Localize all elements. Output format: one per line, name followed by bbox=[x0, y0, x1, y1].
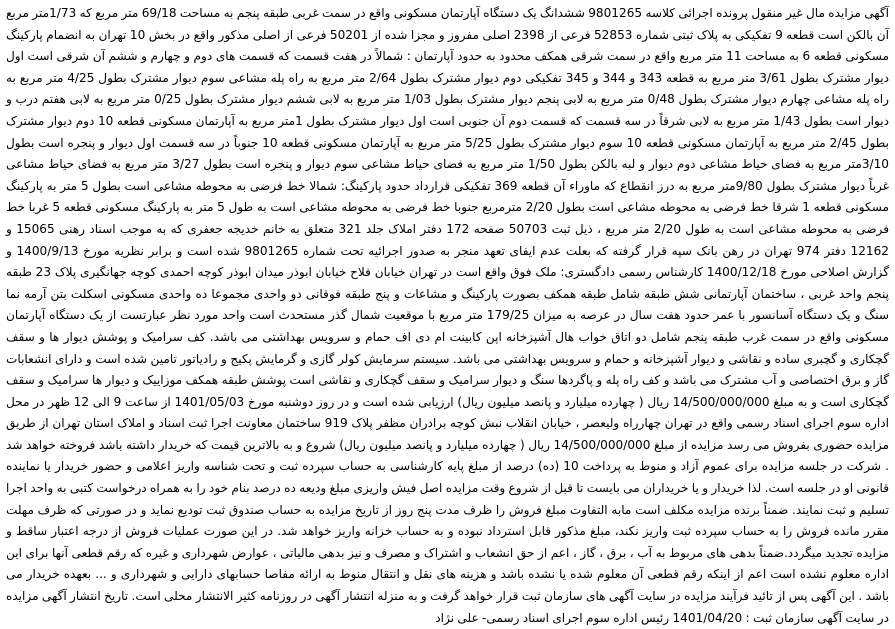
auction-notice-body: آگهی مزایده مال غیر منقول پرونده اجرائی کلاسه 9801265 ششدانگ یک دستگاه آپارتمان مسکونی واقع در سمت غربی طبقه پنجم به مساحت 69/18 متر مربع که 1/73متر مربع آن بالکن است قطعه 9 تفکیکی به پلاک ثبتی شماره 52853 فرعی از 2398 اصلی مفروز و مجزا شده از 50201 فرعی از اصلی مذکور واقع در بخش 10 تهران به انضمام پارکینگ مسکونی قطعه 6 به مساحت 11 متر مربع واقع در سمت شرقی همکف محدود به حدود آپارتمان : شمالاً در هفت قسمت که قسمت های دوم و چهارم و ششم آن شرقی است اول دیوار مشترک بطول 3/61 متر مربع به قطعه 343 و 344 و 345 تفکیکی دوم دیوار مشترک بطول 2/64 متر مربع به راه پله مشاعی سوم دیوار مشترک بطول 4/25 متر مربع به راه پله مشاعی چهارم دیوار مشترک بطول 0/48 متر مربع به لابی پنجم دیوار مشترک بطول 1/03 متر مربع به لابی ششم دیوار مشترک بطول 0/25 متر مربع به لابی هفتم درب و دیوار است بطول 1/43 متر مربع به لابی شرقاً در سه قسمت که قسمت دوم آن جنوبی است اول دیوار مشترک بطول 1متر مربع به آپارتمان مسکونی قطعه 10 دوم دیوار مشترک بطول 2/45 متر مربع به آپارتمان مسکونی قطعه 10 سوم دیوار مشترک بطول 5/25 متر مربع به آپارتمان مسکونی قطعه 10 جنوباً در سه قسمت اول دیوار و پنجره است بطول 3/10متر مربع به فضای حیاط مشاعی دوم دیوار و لبه بالکن بطول 1/50 متر مربع به فضای حیاط مشاعی سوم دیوار و پنجره است بطول 3/27 متر مربع به فضای حیاط مشاعی غرباً دیوار مشترک بطول 9/80متر مربع به درز انقطاع که ماوراء آن قطعه 369 تفکیکی قرارداد حدود پارکینگ: شمالا خط فرضی به محوطه مشاعی است بطول 5 متر به پارکینگ مسکونی قطعه 1 شرقا خط فرضی به محوطه مشاعی است بطول 2/20 مترمربع جنوبا خط فرضی به محوطه مشاعی است به طول 5 متر به پارکینگ مسکونی قطعه 5 غربا خط فرضی به محوطه مشاعی است به طول 2/20 متر مربع ، ذیل ثبت 50703 صفحه 172 دفتر املاک جلد 321 متعلق به خانم خدیجه جعفری که به موجب اسناد رهنی 15065 و 12162 دفتر 974 تهران در رهن بانک سپه قرار گرفته که بعلت عدم ایفای تعهد منجر به صدور اجرائیه تحت شماره 9801265 شده است و برابر نظریه مورخ 1400/9/13 و گزارش اصلاحی مورخ 1400/12/18 کارشناس رسمی دادگستری: ملک فوق واقع است در تهران خیابان فلاح خیابان ابوذر میدان ابوذر کوچه احمدی کوچه جهانگیری پلاک 23 طبقه پنجم واحد غربی ، ساختمان آپارتمانی شش طبقه شامل طبقه همکف بصورت پارکینگ و مشاعات و پنج طبقه فوقانی دو واحدی مجموعا ده واحدی مسکونی اسکلت بتن آرمه نما سنگ و یک دستگاه آسانسور با عمر حدود هفت سال در عرصه به میزان 179/25 متر مربع با موقعیت شمال گذر مستحدث است واحد مورد نظر عبارتست از یک دستگاه آپارتمان مسکونی واقع در سمت غرب طبقه پنجم شامل دو اتاق خواب هال آشپزخانه اپن کابینت ام دی اف حمام و سرویس بهداشتی می باشد. کف سرامیک و پوشش دیوار ها و سقف گچکاری و گچبری ساده و نقاشی و دیوار آشپزخانه و حمام و سرویس بهداشتی می باشد. سیستم سرمایش کولر گازی و گرمایش پکیج و رادیاتور تامین شده است و دارای انشعابات گاز و برق اختصاصی و آب مشترک می باشد و کف راه پله و پاگردها سنگ و دیوار سرامیک و سقف گچکاری و نقاشی است پوشش طبقه همکف موزاییک و دیوار ها سرامیک و سقف گچکاری است و به مبلغ 14/500/000/000 ریال ( چهارده میلیارد و پانصد میلیون ریال) ارزیابی شده است و در روز دوشنبه مورخ 1401/05/03 از ساعت 9 الی 12 ظهر در محل اداره سوم اجرای اسناد رسمی واقع در تهران چهارراه ولیعصر ، خیابان انقلاب نبش کوچه برادران مظفر پلاک 919 ساختمان معاونت اجرا ثبت اسناد و املاک استان تهران از طریق مزایده حضوری بفروش می رسد مزایده از مبلغ 14/500/000/000 ریال ( چهارده میلیارد و پانصد میلیون ریال) شروع و به بالاترین قیمت که خریدار داشته باشد فروخته خواهد شد . شرکت در جلسه مزایده برای عموم آزاد و منوط به پرداخت 10 (ده) درصد از مبلغ پایه کارشناسی به حساب سپرده ثبت و تحت شناسه واریز اعلامی و حضور خریدار یا نماینده قانونی او در جلسه است. لذا خریدار و یا خریداران می بایست تا قبل از شروع وقت مزایده اصل فیش واریزی مبلغ ودیعه ده درصد بنام خود را به همراه درخواست کتبی به واحد اجرا تسلیم و ثبت نمایند. ضمناً برنده مزایده مکلف است مابه التفاوت مبلغ فروش را ظرف مدت پنج روز از تاریخ مزایده به حساب صندوق ثبت تودیع نماید و در صورتی که ظرف مهلت مقرر مانده فروش را به حساب سپرده ثبت واریز نکند، مبلغ مذکور قابل استرداد نبوده و به حساب خزانه واریز خواهد شد. در این صورت عملیات فروش از درجه اعتبار ساقط و مزایده تجدید میگردد.ضمناً بدهی های مربوط به آب ، برق ، گاز ، اعم از حق انشعاب و اشتراک و مصرف و نیز بدهی مالیاتی ، عوارض شهرداری و غیره که رقم قطعی آنها برای این اداره معلوم نشده است اعم از اینکه رقم قطعی آن معلوم شده یا نشده باشد و هزینه های نقل و انتقال منوط به ارائه مفاصا حسابهای دارایی و شهرداری و ... بعهده خریدار می باشد . این آگهی پس از تائید فرآیند مزایده در سایت آگهی های سازمان ثبت قرار خواهد گرفت و به منزله انتشار آگهی در روزنامه کثیر الانتشار محلی است. تاریخ انتشار آگهی مزایده در سایت آگهی سازمان ثبت : 1401/04/20 رئیس اداره سوم اجرای اسناد رسمی- علی نژاد bbox=[6, 6, 890, 625]
